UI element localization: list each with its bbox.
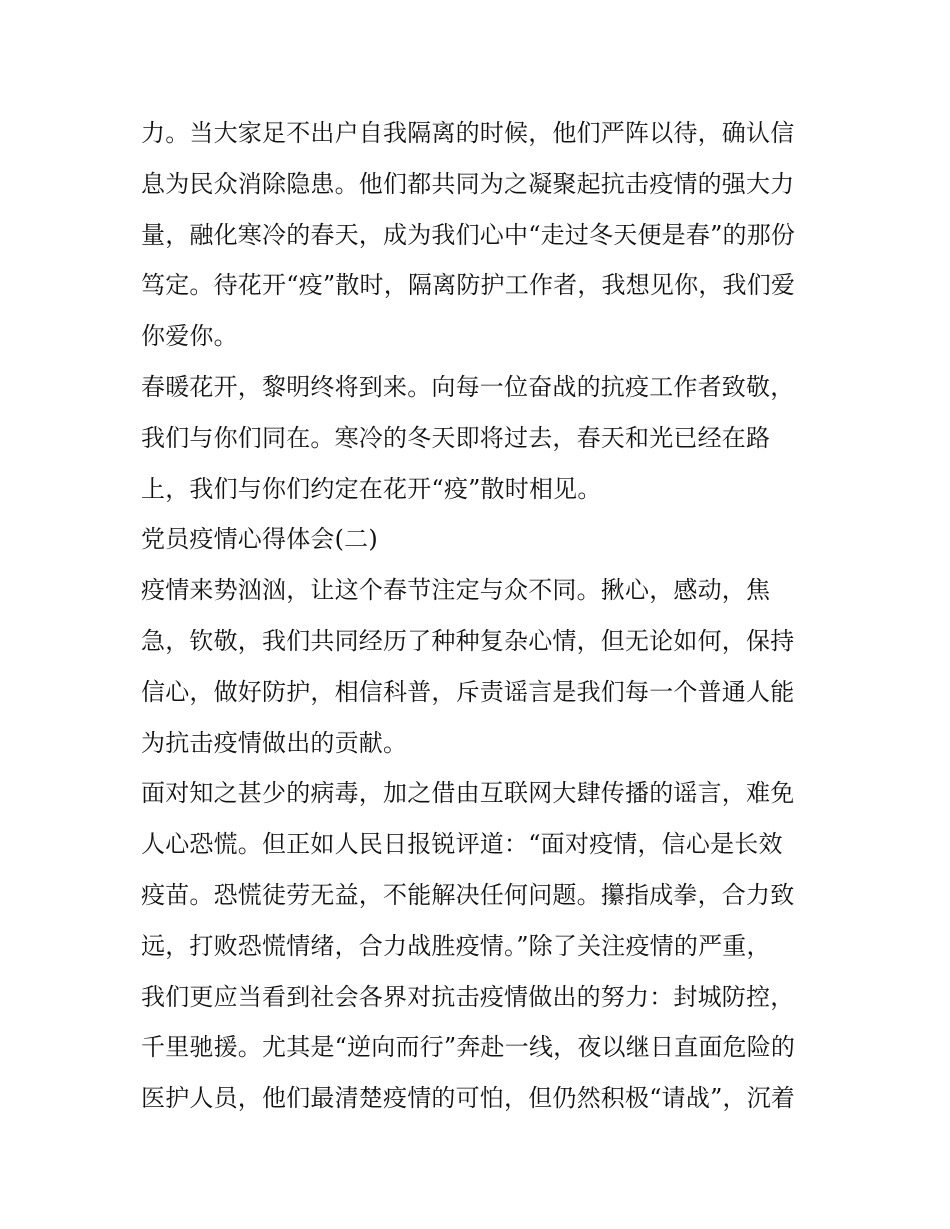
- text-line: 疫苗。恐慌徒劳无益，不能解决任何问题。攥指成拳，合力致: [141, 880, 795, 909]
- text-line: 春暖花开，黎明终将到来。向每一位奋战的抗疫工作者致敬，: [141, 372, 795, 401]
- text-line: 人心恐慌。但正如人民日报锐评道：“面对疫情，信心是长效: [141, 830, 783, 859]
- text-line: 远，打败恐慌情绪，合力战胜疫情。”除了关注疫情的严重，: [141, 931, 771, 960]
- text-line: 上，我们与你们约定在花开“疫”散时相见。: [141, 474, 602, 503]
- section-heading: 党员疫情心得体会(二): [141, 525, 378, 554]
- text-line: 信心，做好防护，相信科普，斥责谣言是我们每一个普通人能: [141, 677, 795, 706]
- text-line: 力。当大家足不出户自我隔离的时候，他们严阵以待，确认信: [141, 119, 795, 147]
- text-line: 我们更应当看到社会各界对抗击疫情做出的努力：封城防控，: [141, 982, 795, 1011]
- text-line: 急，钦敬，我们共同经历了种种复杂心情，但无论如何，保持: [141, 626, 795, 655]
- text-line: 我们与你们同在。寒冷的冬天即将过去，春天和光已经在路: [141, 423, 771, 452]
- text-line: 为抗击疫情做出的贡献。: [141, 728, 408, 757]
- text-line: 面对知之甚少的病毒，加之借由互联网大肆传播的谣言，难免: [141, 779, 795, 808]
- document-body: [141, 108, 821, 1124]
- text-line: 笃定。待花开“疫”散时，隔离防护工作者，我想见你，我们爱: [141, 271, 796, 300]
- text-line: 息为民众消除隐患。他们都共同为之凝聚起抗击疫情的强大力: [141, 169, 795, 198]
- text-line: 医护人员，他们最清楚疫情的可怕，但仍然积极“请战”，沉着: [141, 1084, 796, 1113]
- text-line: 疫情来势汹汹，让这个春节注定与众不同。揪心，感动，焦: [141, 576, 771, 605]
- text-line: 你爱你。: [141, 322, 238, 351]
- text-line: 量，融化寒冷的春天，成为我们心中“走过冬天便是春”的那份: [141, 220, 796, 249]
- text-line: 千里驰援。尤其是“逆向而行”奔赴一线，夜以继日直面危险的: [141, 1033, 796, 1062]
